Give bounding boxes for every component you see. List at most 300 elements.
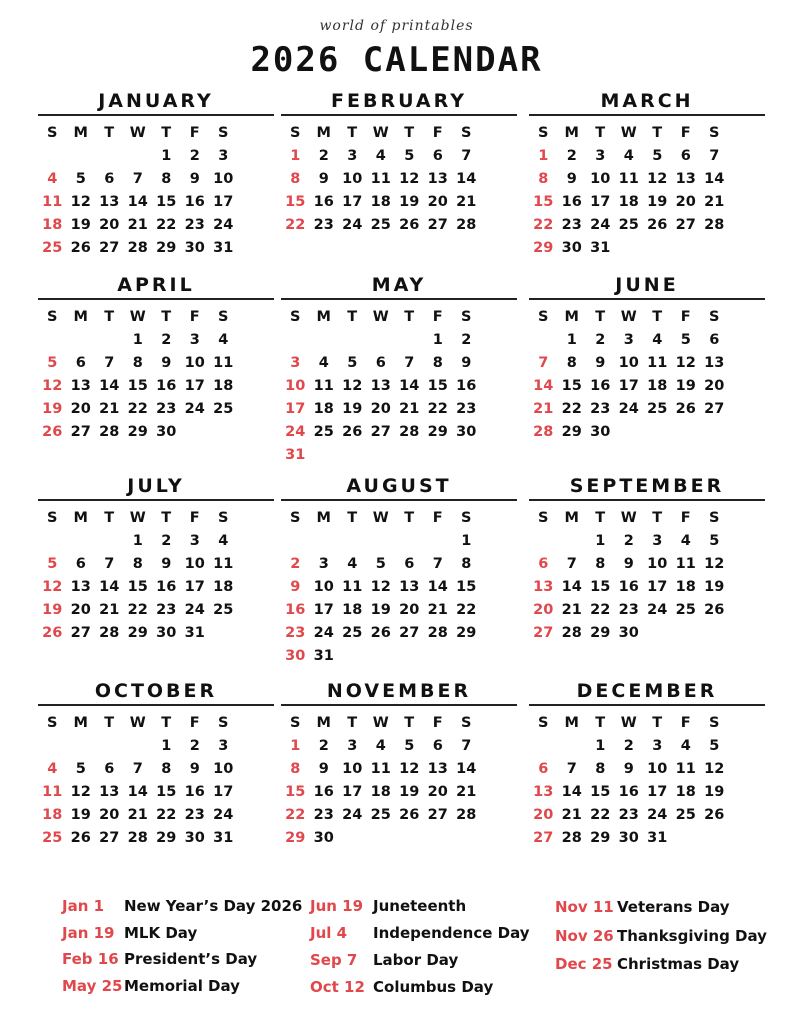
day-cell: 30 — [313, 830, 334, 846]
day-cell: 4 — [47, 171, 58, 187]
week-row — [38, 398, 274, 421]
day-cell: 15 — [156, 194, 177, 210]
day-cell: 24 — [647, 602, 668, 618]
day-cell — [672, 827, 701, 850]
day-cell — [38, 329, 67, 352]
day-cell: 27 — [427, 217, 448, 233]
day-cell: 8 — [566, 355, 577, 371]
week-row — [38, 168, 274, 191]
day-cell: 5 — [347, 355, 358, 371]
day-cell: 28 — [561, 625, 582, 641]
day-cell: 7 — [104, 556, 115, 572]
day-cell: 12 — [370, 579, 391, 595]
day-cell: 18 — [42, 807, 63, 823]
weekday-label: S — [709, 510, 720, 526]
month-september — [529, 473, 765, 645]
day-cell: 9 — [623, 761, 634, 777]
day-cell — [424, 444, 453, 467]
day-cell: 22 — [561, 401, 582, 417]
month-divider — [281, 704, 517, 706]
day-cell: 20 — [427, 194, 448, 210]
day-cell: 29 — [533, 240, 554, 256]
holiday-date: Nov 26 — [555, 926, 614, 945]
day-cell: 23 — [456, 401, 477, 417]
day-cell — [700, 827, 729, 850]
day-cell: 28 — [399, 424, 420, 440]
day-cell: 17 — [184, 378, 205, 394]
month-august — [281, 473, 517, 668]
day-cell: 21 — [456, 194, 477, 210]
weekday-label: T — [104, 715, 115, 731]
day-cell: 2 — [461, 332, 472, 348]
week-row — [529, 553, 765, 576]
month-june — [529, 272, 765, 444]
day-cell: 27 — [99, 830, 120, 846]
day-cell: 16 — [618, 579, 639, 595]
day-cell: 18 — [42, 217, 63, 233]
day-cell: 16 — [285, 602, 306, 618]
day-cell: 25 — [675, 807, 696, 823]
day-cell: 9 — [161, 355, 172, 371]
day-cell: 3 — [290, 355, 301, 371]
weekday-label: T — [104, 309, 115, 325]
day-cell: 7 — [461, 738, 472, 754]
day-cell: 19 — [675, 378, 696, 394]
month-divider — [281, 499, 517, 501]
day-cell — [558, 530, 587, 553]
day-cell: 23 — [618, 602, 639, 618]
day-cell: 4 — [318, 355, 329, 371]
day-cell: 27 — [427, 807, 448, 823]
week-row — [529, 168, 765, 191]
day-cell: 24 — [213, 217, 234, 233]
week-row — [529, 530, 765, 553]
day-cell — [67, 735, 96, 758]
day-cell: 31 — [213, 830, 234, 846]
week-row — [281, 352, 517, 375]
weekday-label: S — [538, 125, 549, 141]
weekday-header — [529, 506, 765, 530]
day-cell: 4 — [375, 738, 386, 754]
day-cell: 17 — [647, 579, 668, 595]
day-cell: 24 — [342, 807, 363, 823]
day-cell: 27 — [99, 240, 120, 256]
day-cell — [424, 827, 453, 850]
week-row — [281, 781, 517, 804]
weekday-header — [281, 711, 517, 735]
day-cell: 21 — [561, 807, 582, 823]
day-cell: 1 — [161, 148, 172, 164]
week-row — [38, 530, 274, 553]
weekday-label: T — [404, 510, 415, 526]
day-cell: 14 — [704, 171, 725, 187]
day-cell: 10 — [647, 761, 668, 777]
day-cell: 8 — [461, 556, 472, 572]
day-cell: 25 — [213, 602, 234, 618]
day-cell — [310, 444, 339, 467]
day-cell: 8 — [595, 761, 606, 777]
month-name: MARCH — [600, 90, 694, 112]
day-cell: 11 — [618, 171, 639, 187]
week-row — [281, 530, 517, 553]
day-cell: 9 — [189, 171, 200, 187]
weekday-label: T — [161, 309, 172, 325]
day-cell: 10 — [313, 579, 334, 595]
day-cell: 29 — [427, 424, 448, 440]
day-cell: 12 — [675, 355, 696, 371]
day-cell: 7 — [566, 761, 577, 777]
weekday-label: S — [290, 510, 301, 526]
day-cell: 12 — [42, 378, 63, 394]
holiday-item — [62, 973, 302, 1000]
day-cell: 28 — [533, 424, 554, 440]
day-cell: 31 — [285, 447, 306, 463]
weekday-label: T — [161, 715, 172, 731]
holiday-item — [555, 922, 767, 951]
day-cell: 5 — [75, 761, 86, 777]
weekday-label: S — [461, 309, 472, 325]
holiday-date: Nov 11 — [555, 898, 614, 916]
day-cell: 2 — [189, 148, 200, 164]
day-cell: 19 — [399, 784, 420, 800]
day-cell: 15 — [427, 378, 448, 394]
day-cell: 25 — [313, 424, 334, 440]
day-cell — [95, 530, 124, 553]
day-cell: 9 — [318, 171, 329, 187]
day-cell: 8 — [132, 355, 143, 371]
holiday-name: Christmas Day — [617, 955, 740, 973]
day-cell: 5 — [680, 332, 691, 348]
holiday-column — [62, 893, 302, 999]
day-cell: 13 — [370, 378, 391, 394]
day-cell: 1 — [132, 533, 143, 549]
day-cell: 17 — [213, 784, 234, 800]
day-cell: 30 — [561, 240, 582, 256]
holiday-date: Sep 7 — [310, 951, 358, 969]
day-cell — [95, 145, 124, 168]
day-cell: 22 — [456, 602, 477, 618]
holiday-name: Labor Day — [373, 951, 459, 969]
month-name: SEPTEMBER — [569, 475, 725, 497]
day-cell: 27 — [704, 401, 725, 417]
holiday-item — [310, 893, 530, 920]
day-cell — [395, 645, 424, 668]
day-cell — [395, 444, 424, 467]
weekday-label: M — [73, 510, 88, 526]
day-cell: 30 — [285, 648, 306, 664]
weekday-label: S — [290, 715, 301, 731]
day-cell — [95, 329, 124, 352]
day-cell — [395, 827, 424, 850]
day-cell: 15 — [590, 784, 611, 800]
day-cell: 29 — [590, 625, 611, 641]
day-cell: 1 — [538, 148, 549, 164]
day-cell: 5 — [75, 171, 86, 187]
holiday-date: Jul 4 — [310, 924, 348, 942]
day-cell — [615, 237, 644, 260]
day-cell: 17 — [313, 602, 334, 618]
day-cell: 6 — [538, 761, 549, 777]
day-cell: 13 — [427, 171, 448, 187]
week-row — [38, 781, 274, 804]
day-cell: 15 — [156, 784, 177, 800]
week-row — [281, 168, 517, 191]
day-cell: 25 — [647, 401, 668, 417]
weekday-label: W — [620, 125, 637, 141]
weekday-label: W — [372, 715, 389, 731]
week-row — [38, 329, 274, 352]
month-february — [281, 88, 517, 237]
day-cell — [67, 329, 96, 352]
day-cell: 25 — [618, 217, 639, 233]
day-cell: 17 — [590, 194, 611, 210]
day-cell: 7 — [538, 355, 549, 371]
day-cell: 31 — [313, 648, 334, 664]
day-cell: 21 — [427, 602, 448, 618]
day-cell: 20 — [533, 602, 554, 618]
day-cell: 23 — [184, 807, 205, 823]
day-cell: 29 — [456, 625, 477, 641]
day-cell: 23 — [561, 217, 582, 233]
day-cell: 17 — [213, 194, 234, 210]
day-cell: 26 — [647, 217, 668, 233]
day-cell: 28 — [704, 217, 725, 233]
holiday-name: MLK Day — [124, 923, 198, 942]
holiday-name: Juneteenth — [373, 897, 467, 915]
weekday-label: S — [461, 715, 472, 731]
day-cell: 10 — [184, 556, 205, 572]
day-cell: 8 — [595, 556, 606, 572]
day-cell: 11 — [370, 761, 391, 777]
day-cell: 2 — [290, 556, 301, 572]
week-row — [38, 622, 274, 645]
weekday-header — [529, 305, 765, 329]
day-cell — [209, 622, 238, 645]
day-cell: 7 — [709, 148, 720, 164]
week-row — [38, 145, 274, 168]
day-cell: 24 — [184, 602, 205, 618]
day-cell: 3 — [652, 738, 663, 754]
day-cell: 21 — [99, 602, 120, 618]
day-cell: 25 — [370, 807, 391, 823]
week-row — [529, 329, 765, 352]
holiday-name: Memorial Day — [124, 976, 240, 995]
weekday-label: T — [595, 309, 606, 325]
day-cell: 11 — [647, 355, 668, 371]
weekday-label: W — [372, 309, 389, 325]
day-cell: 12 — [70, 194, 91, 210]
weekday-label: S — [461, 125, 472, 141]
day-cell: 19 — [42, 602, 63, 618]
week-row — [281, 758, 517, 781]
weekday-label: M — [316, 715, 331, 731]
day-cell: 2 — [189, 738, 200, 754]
day-cell: 6 — [75, 556, 86, 572]
day-cell: 16 — [156, 579, 177, 595]
weekday-label: T — [347, 715, 358, 731]
weekday-label: W — [129, 309, 146, 325]
weekday-label: M — [73, 309, 88, 325]
day-cell: 13 — [70, 378, 91, 394]
day-cell: 29 — [561, 424, 582, 440]
day-cell — [367, 444, 396, 467]
day-cell: 1 — [461, 533, 472, 549]
weekday-label: T — [652, 715, 663, 731]
weekday-label: W — [620, 715, 637, 731]
day-cell: 19 — [399, 194, 420, 210]
day-cell: 6 — [432, 738, 443, 754]
day-cell: 11 — [42, 194, 63, 210]
day-cell: 3 — [595, 148, 606, 164]
day-cell: 11 — [370, 171, 391, 187]
day-cell: 13 — [99, 194, 120, 210]
month-name: AUGUST — [346, 475, 452, 497]
day-cell — [615, 421, 644, 444]
month-name: JULY — [127, 475, 185, 497]
month-november — [281, 678, 517, 850]
day-cell: 10 — [342, 171, 363, 187]
holiday-date: Jan 1 — [62, 897, 105, 915]
day-cell: 30 — [618, 625, 639, 641]
day-cell: 16 — [184, 194, 205, 210]
day-cell: 4 — [218, 533, 229, 549]
week-row — [38, 375, 274, 398]
weekday-header — [281, 506, 517, 530]
day-cell: 13 — [99, 784, 120, 800]
holiday-date: Jun 19 — [310, 897, 364, 915]
holiday-item — [62, 893, 302, 920]
month-october — [38, 678, 274, 850]
day-cell: 17 — [285, 401, 306, 417]
day-cell: 22 — [127, 602, 148, 618]
day-cell: 25 — [342, 625, 363, 641]
weekday-header — [529, 121, 765, 145]
holiday-item — [62, 946, 302, 973]
day-cell: 2 — [623, 533, 634, 549]
day-cell: 30 — [618, 830, 639, 846]
day-cell: 19 — [370, 602, 391, 618]
day-cell: 26 — [399, 807, 420, 823]
day-cell: 12 — [70, 784, 91, 800]
holiday-name: Veterans Day — [617, 898, 730, 916]
day-cell: 18 — [675, 579, 696, 595]
day-cell — [367, 530, 396, 553]
holiday-item — [62, 920, 302, 947]
weekday-label: T — [652, 125, 663, 141]
day-cell: 1 — [566, 332, 577, 348]
month-divider — [38, 114, 274, 116]
day-cell: 27 — [533, 830, 554, 846]
day-cell: 5 — [375, 556, 386, 572]
day-cell — [643, 622, 672, 645]
day-cell: 23 — [285, 625, 306, 641]
week-row — [529, 758, 765, 781]
day-cell: 25 — [213, 401, 234, 417]
day-cell — [452, 645, 481, 668]
day-cell: 18 — [342, 602, 363, 618]
day-cell — [700, 622, 729, 645]
week-row — [38, 599, 274, 622]
day-cell: 22 — [427, 401, 448, 417]
month-january — [38, 88, 274, 260]
day-cell: 15 — [561, 378, 582, 394]
month-divider — [529, 704, 765, 706]
month-divider — [281, 298, 517, 300]
page-title: 2026 CALENDAR — [250, 40, 543, 80]
week-row — [281, 804, 517, 827]
day-cell: 27 — [70, 625, 91, 641]
week-row — [281, 398, 517, 421]
day-cell: 15 — [127, 378, 148, 394]
day-cell — [67, 145, 96, 168]
day-cell: 29 — [156, 240, 177, 256]
day-cell: 20 — [99, 217, 120, 233]
day-cell: 17 — [342, 784, 363, 800]
day-cell: 9 — [566, 171, 577, 187]
day-cell — [181, 421, 210, 444]
day-cell: 30 — [156, 424, 177, 440]
day-cell: 17 — [184, 579, 205, 595]
weekday-label: T — [404, 309, 415, 325]
weekday-label: T — [404, 715, 415, 731]
day-cell — [38, 530, 67, 553]
day-cell: 20 — [533, 807, 554, 823]
day-cell — [367, 645, 396, 668]
day-cell: 6 — [404, 556, 415, 572]
weekday-label: F — [432, 125, 443, 141]
brand-script-text: world of printables — [319, 18, 474, 34]
day-cell: 26 — [370, 625, 391, 641]
day-cell: 6 — [104, 761, 115, 777]
day-cell: 3 — [652, 533, 663, 549]
day-cell: 19 — [70, 807, 91, 823]
week-row — [281, 599, 517, 622]
day-cell: 22 — [156, 807, 177, 823]
week-row — [281, 191, 517, 214]
day-cell: 3 — [623, 332, 634, 348]
week-row — [281, 735, 517, 758]
month-name: APRIL — [117, 274, 195, 296]
day-cell — [338, 645, 367, 668]
day-cell: 8 — [538, 171, 549, 187]
weekday-label: F — [189, 125, 200, 141]
day-cell: 17 — [647, 784, 668, 800]
day-cell: 4 — [680, 738, 691, 754]
day-cell — [395, 329, 424, 352]
day-cell: 27 — [675, 217, 696, 233]
weekday-label: F — [680, 125, 691, 141]
month-name: MAY — [371, 274, 427, 296]
week-row — [281, 214, 517, 237]
day-cell: 8 — [432, 355, 443, 371]
day-cell: 20 — [370, 401, 391, 417]
day-cell: 28 — [456, 807, 477, 823]
weekday-label: F — [432, 309, 443, 325]
day-cell: 21 — [99, 401, 120, 417]
weekday-label: S — [47, 309, 58, 325]
day-cell: 12 — [704, 761, 725, 777]
holiday-item — [555, 893, 767, 922]
day-cell: 31 — [647, 830, 668, 846]
day-cell: 29 — [127, 625, 148, 641]
day-cell: 7 — [404, 355, 415, 371]
month-name: FEBRUARY — [331, 90, 467, 112]
day-cell: 24 — [590, 217, 611, 233]
day-cell: 2 — [161, 533, 172, 549]
day-cell: 5 — [404, 148, 415, 164]
week-row — [529, 827, 765, 850]
day-cell: 28 — [456, 217, 477, 233]
